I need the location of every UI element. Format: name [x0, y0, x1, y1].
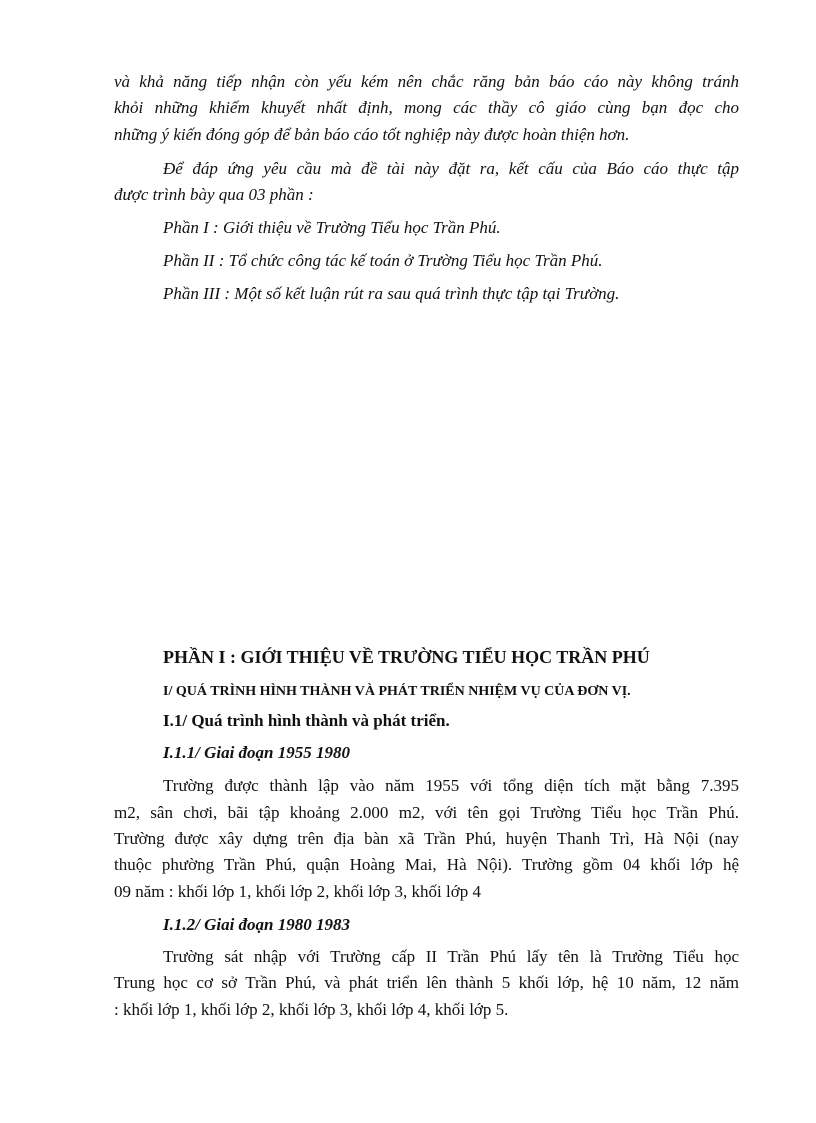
heading-1-1-1: I.1.1/ Giai đoạn 1955 1980	[163, 743, 351, 762]
p-1955-line-3: Trường được xây dựng trên địa bàn xã Trần Phú, huyện Thanh Trì, Hà Nội (nay	[114, 829, 739, 848]
heading-1-1: I.1/ Quá trình hình thành và phát triển.	[163, 711, 450, 730]
p-1955-line-1: Trường được thành lập vào năm 1955 với tổng diện tích mặt bằng 7.395	[163, 776, 739, 795]
intro-p2-line-2: được trình bày qua 03 phần :	[114, 185, 314, 204]
intro-p1-line-2: khỏi những khiếm khuyết nhất định, mong các thầy cô giáo cùng bạn đọc cho	[114, 98, 739, 117]
intro-p1-line-3: những ý kiến đóng góp để bản báo cáo tốt nghiệp này được hoàn thiện hơn.	[114, 125, 630, 144]
intro-p2-line-1: Để đáp ứng yêu cầu mà đề tài này đặt ra, kết cấu của Báo cáo thực tập	[163, 159, 739, 178]
intro-p1-line-1: và khả năng tiếp nhận còn yếu kém nên chắc răng bản báo cáo này không tránh	[114, 72, 739, 91]
part-item-3: Phần III : Một số kết luận rút ra sau quá trình thực tập tại Trường.	[163, 284, 620, 303]
heading-1-1-2: I.1.2/ Giai đoạn 1980 1983	[163, 915, 351, 934]
part-item-1: Phần I : Giới thiệu về Trường Tiểu học Trần Phú.	[163, 218, 501, 237]
part-title: PHẦN I : GIỚI THIỆU VỀ TRƯỜNG TIỂU HỌC TRẦN PHÚ	[163, 647, 650, 667]
p-1980-line-3: : khối lớp 1, khối lớp 2, khối lớp 3, khối lớp 4, khối lớp 5.	[114, 1000, 509, 1019]
p-1955-line-5: 09 năm : khối lớp 1, khối lớp 2, khối lớp 3, khối lớp 4	[114, 882, 481, 901]
p-1955-line-2: m2, sân chơi, bãi tập khoảng 2.000 m2, với tên gọi Trường Tiểu học Trần Phú.	[114, 803, 739, 822]
heading-1: I/ QUÁ TRÌNH HÌNH THÀNH VÀ PHÁT TRIỂN NHIỆM VỤ CỦA ĐƠN VỊ.	[163, 684, 631, 699]
part-item-2: Phần II : Tổ chức công tác kế toán ở Trường Tiểu học Trần Phú.	[163, 251, 603, 270]
p-1980-line-1: Trường sát nhập với Trường cấp II Trần Phú lấy tên là Trường Tiểu học	[163, 947, 739, 966]
p-1980-line-2: Trung học cơ sở Trần Phú, và phát triển lên thành 5 khối lớp, hệ 10 năm, 12 năm	[114, 973, 739, 992]
p-1955-line-4: thuộc phường Trần Phú, quận Hoàng Mai, Hà Nội). Trường gồm 04 khối lớp hệ	[114, 855, 739, 874]
